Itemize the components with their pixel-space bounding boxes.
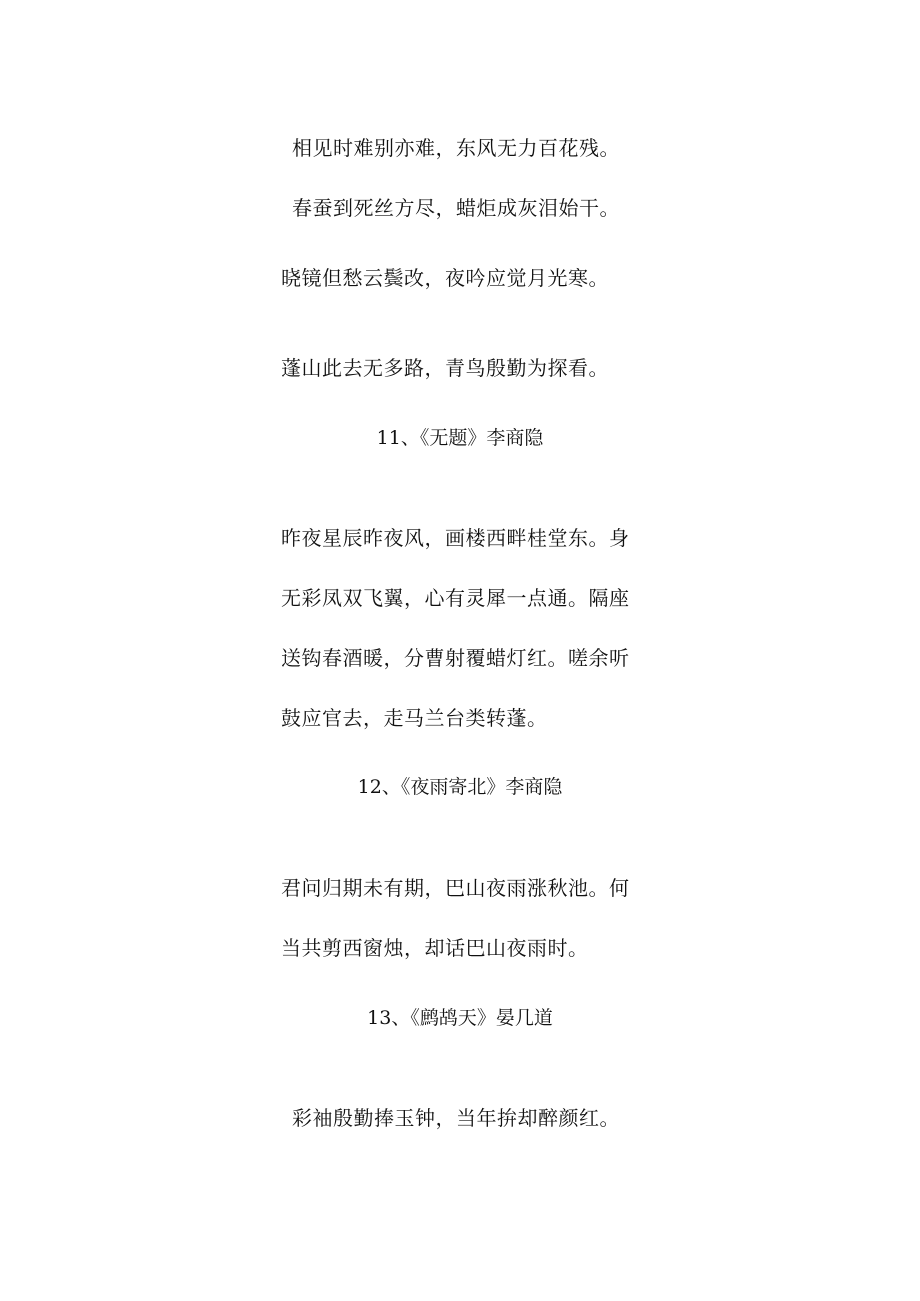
poem-heading: 13、《鹧鸪天》晏几道 — [367, 1007, 553, 1029]
poem-line: 昨夜星辰昨夜风，画楼西畔桂堂东。身 — [281, 526, 630, 550]
poem-line: 无彩凤双飞翼，心有灵犀一点通。隔座 — [281, 586, 630, 610]
poem-line: 相见时难别亦难，东风无力百花残。 — [292, 136, 620, 160]
poem-line: 蓬山此去无多路，青鸟殷勤为探看。 — [281, 356, 609, 380]
poem-line: 彩袖殷勤捧玉钟，当年拚却醉颜红。 — [292, 1106, 620, 1130]
poem-line: 鼓应官去，走马兰台类转蓬。 — [281, 706, 548, 730]
poem-line: 当共剪西窗烛，却话巴山夜雨时。 — [281, 936, 589, 960]
poem-line: 晓镜但愁云鬓改，夜吟应觉月光寒。 — [281, 266, 609, 290]
poem-line: 春蚕到死丝方尽，蜡炬成灰泪始干。 — [292, 196, 620, 220]
poem-line: 送钩春酒暖，分曹射覆蜡灯红。嗟余听 — [281, 646, 630, 670]
poem-heading: 12、《夜雨寄北》李商隐 — [357, 776, 563, 798]
poem-line: 君问归期未有期，巴山夜雨涨秋池。何 — [281, 876, 630, 900]
poem-heading: 11、《无题》李商隐 — [376, 427, 544, 449]
